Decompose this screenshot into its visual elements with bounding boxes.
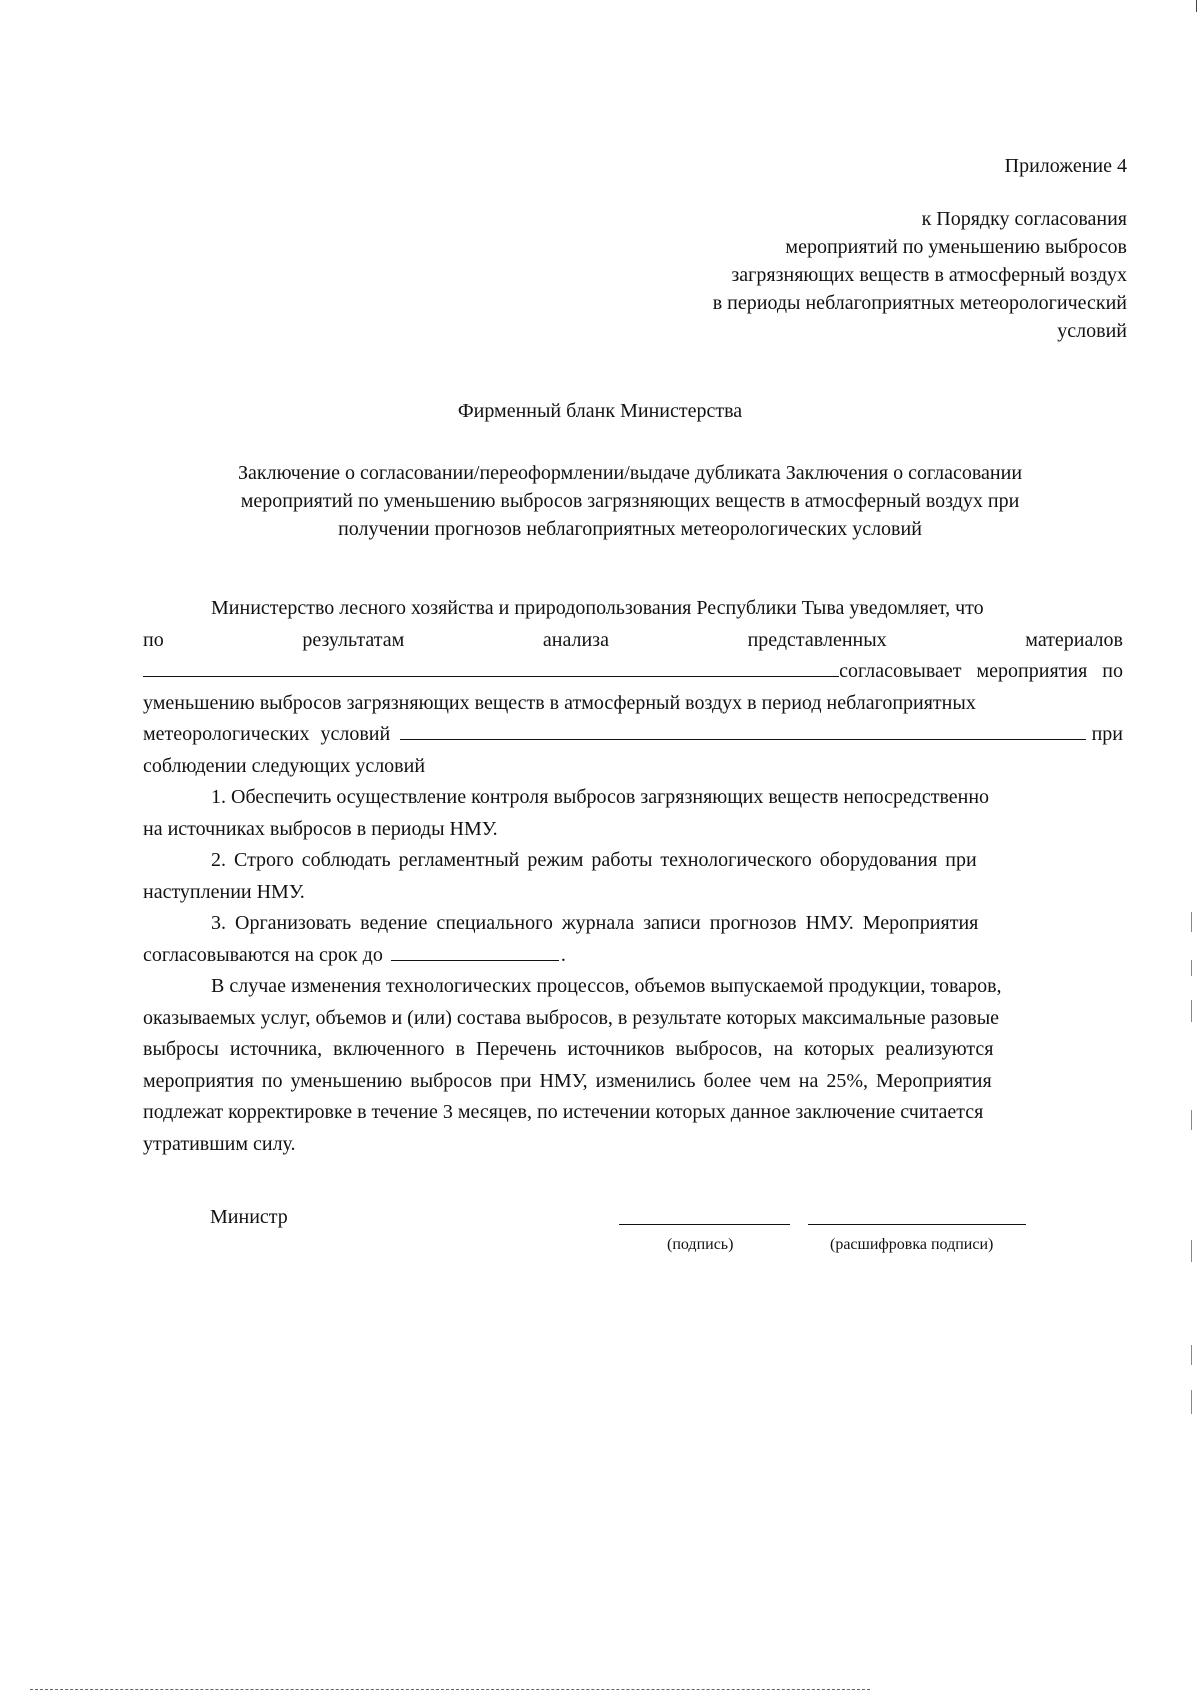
appendix-reference xyxy=(567,205,1127,345)
scan-edge-mark xyxy=(1191,1000,1192,1022)
body-intro-line xyxy=(143,593,1123,625)
closing-paragraph-last-line xyxy=(143,1129,1123,1161)
scan-corner-mark xyxy=(1196,0,1197,12)
condition-2-text: 2. Строго соблюдать регламентный режим работы технологического оборудования при xyxy=(211,849,977,871)
word: результатам xyxy=(302,628,405,651)
closing-text: выбросы источника, включенного в Перечень источников выбросов, на которых реализуются xyxy=(143,1038,994,1060)
closing-paragraph-line xyxy=(143,1034,1123,1066)
scan-edge-mark xyxy=(1191,912,1192,932)
body-reduction-text: уменьшению выбросов загрязняющих веществ в атмосферный воздух в период неблагоприятных xyxy=(143,691,976,714)
blank-field-period[interactable] xyxy=(400,721,1085,740)
condition-1-text: 1. Обеспечить осуществление контроля выбросов загрязняющих веществ непосредственно xyxy=(211,786,990,808)
scan-edge-mark xyxy=(1191,960,1192,976)
signature-name-caption: (расшифровка подписи) xyxy=(830,1236,994,1253)
closing-paragraph-line xyxy=(143,971,1123,1003)
closing-paragraph-line xyxy=(143,1003,1123,1035)
word: анализа xyxy=(542,628,609,651)
letterhead-placeholder: Фирменный бланк Министерства xyxy=(457,400,743,422)
title-line: Заключение о согласовании/переоформлении/выдаче дубликата Заключения о согласовании xyxy=(237,462,1023,484)
scan-edge-mark xyxy=(1191,1345,1192,1365)
title-line: получении прогнозов неблагоприятных метеорологических условий xyxy=(338,518,922,540)
body-line-analysis xyxy=(143,625,1123,657)
appendix-number: Приложение 4 xyxy=(1004,155,1127,177)
appendix-ref-line: загрязняющих веществ в атмосферный воздух xyxy=(731,264,1127,286)
title-line: мероприятий по уменьшению выбросов загрязняющих веществ в атмосферный воздух при xyxy=(240,490,1020,512)
closing-paragraph-line xyxy=(143,1097,1123,1129)
appendix-ref-line: мероприятий по уменьшению выбросов xyxy=(785,236,1127,258)
closing-text: оказываемых услуг, объемов и (или) состава выбросов, в результате которых максимальные разовые xyxy=(143,1006,1000,1029)
signature-caption: (подпись) xyxy=(667,1236,734,1253)
document-title xyxy=(140,459,1120,543)
body-intro-text: Министерство лесного хозяйства и природопользования Республики Тыва уведомляет, что xyxy=(211,597,984,619)
closing-text: В случае изменения технологических процессов, объемов выпускаемой продукции, товаров, xyxy=(211,975,1002,997)
condition-3-term-text: согласовываются на срок до xyxy=(143,943,383,966)
signatory-title: Министр xyxy=(210,1206,288,1228)
condition-1-text-cont: на источниках выбросов в периоды НМУ. xyxy=(143,817,498,840)
signature-name-line[interactable] xyxy=(808,1224,1026,1225)
condition-item-1 xyxy=(143,782,1123,814)
scan-bottom-edge xyxy=(30,1689,870,1690)
closing-text-last: утратившим силу. xyxy=(143,1132,296,1155)
scan-edge-mark xyxy=(1191,1240,1192,1262)
appendix-ref-line: к Порядку согласования xyxy=(921,208,1127,230)
condition-item-2 xyxy=(143,845,1123,877)
condition-2-text-cont: наступлении НМУ. xyxy=(143,880,305,903)
body-line-reduction xyxy=(143,688,1123,720)
condition-item-1-cont xyxy=(143,814,1123,846)
body-line-approves xyxy=(143,656,1123,688)
word: по xyxy=(143,628,164,651)
appendix-ref-line: в периоды неблагоприятных метеорологический xyxy=(712,292,1127,314)
appendix-ref-line: условий xyxy=(1057,320,1127,342)
body-line-conditions-period xyxy=(143,719,1123,751)
blank-field-term-date[interactable] xyxy=(391,942,559,961)
condition-item-3 xyxy=(143,908,1123,940)
body-at-text: при xyxy=(1091,723,1123,745)
body-following-text: соблюдении следующих условий xyxy=(143,754,426,777)
closing-paragraph-line xyxy=(143,1066,1123,1098)
body-line-following xyxy=(143,751,1123,783)
signature-line[interactable] xyxy=(619,1224,790,1225)
period-mark: . xyxy=(560,943,566,966)
body-approves-text: согласовывает мероприятия по xyxy=(839,660,1123,682)
scan-edge-mark xyxy=(1191,1390,1192,1414)
scan-edge-mark xyxy=(1191,1110,1192,1130)
word: материалов xyxy=(1025,628,1123,651)
document-body xyxy=(143,593,1123,1160)
word: представленных xyxy=(747,628,887,651)
blank-field-materials[interactable] xyxy=(143,658,839,677)
condition-item-2-cont xyxy=(143,877,1123,909)
body-met-conditions-text: метеорологических условий xyxy=(143,723,391,745)
closing-text: подлежат корректировке в течение 3 месяцев, по истечении которых данное заключение считается xyxy=(143,1101,984,1123)
closing-text: мероприятия по уменьшению выбросов при НМУ, изменились более чем на 25%, Мероприятия xyxy=(143,1069,992,1092)
condition-item-3-cont xyxy=(143,940,1123,972)
condition-3-text: 3. Организовать ведение специального журнала записи прогнозов НМУ. Мероприятия xyxy=(211,912,979,934)
